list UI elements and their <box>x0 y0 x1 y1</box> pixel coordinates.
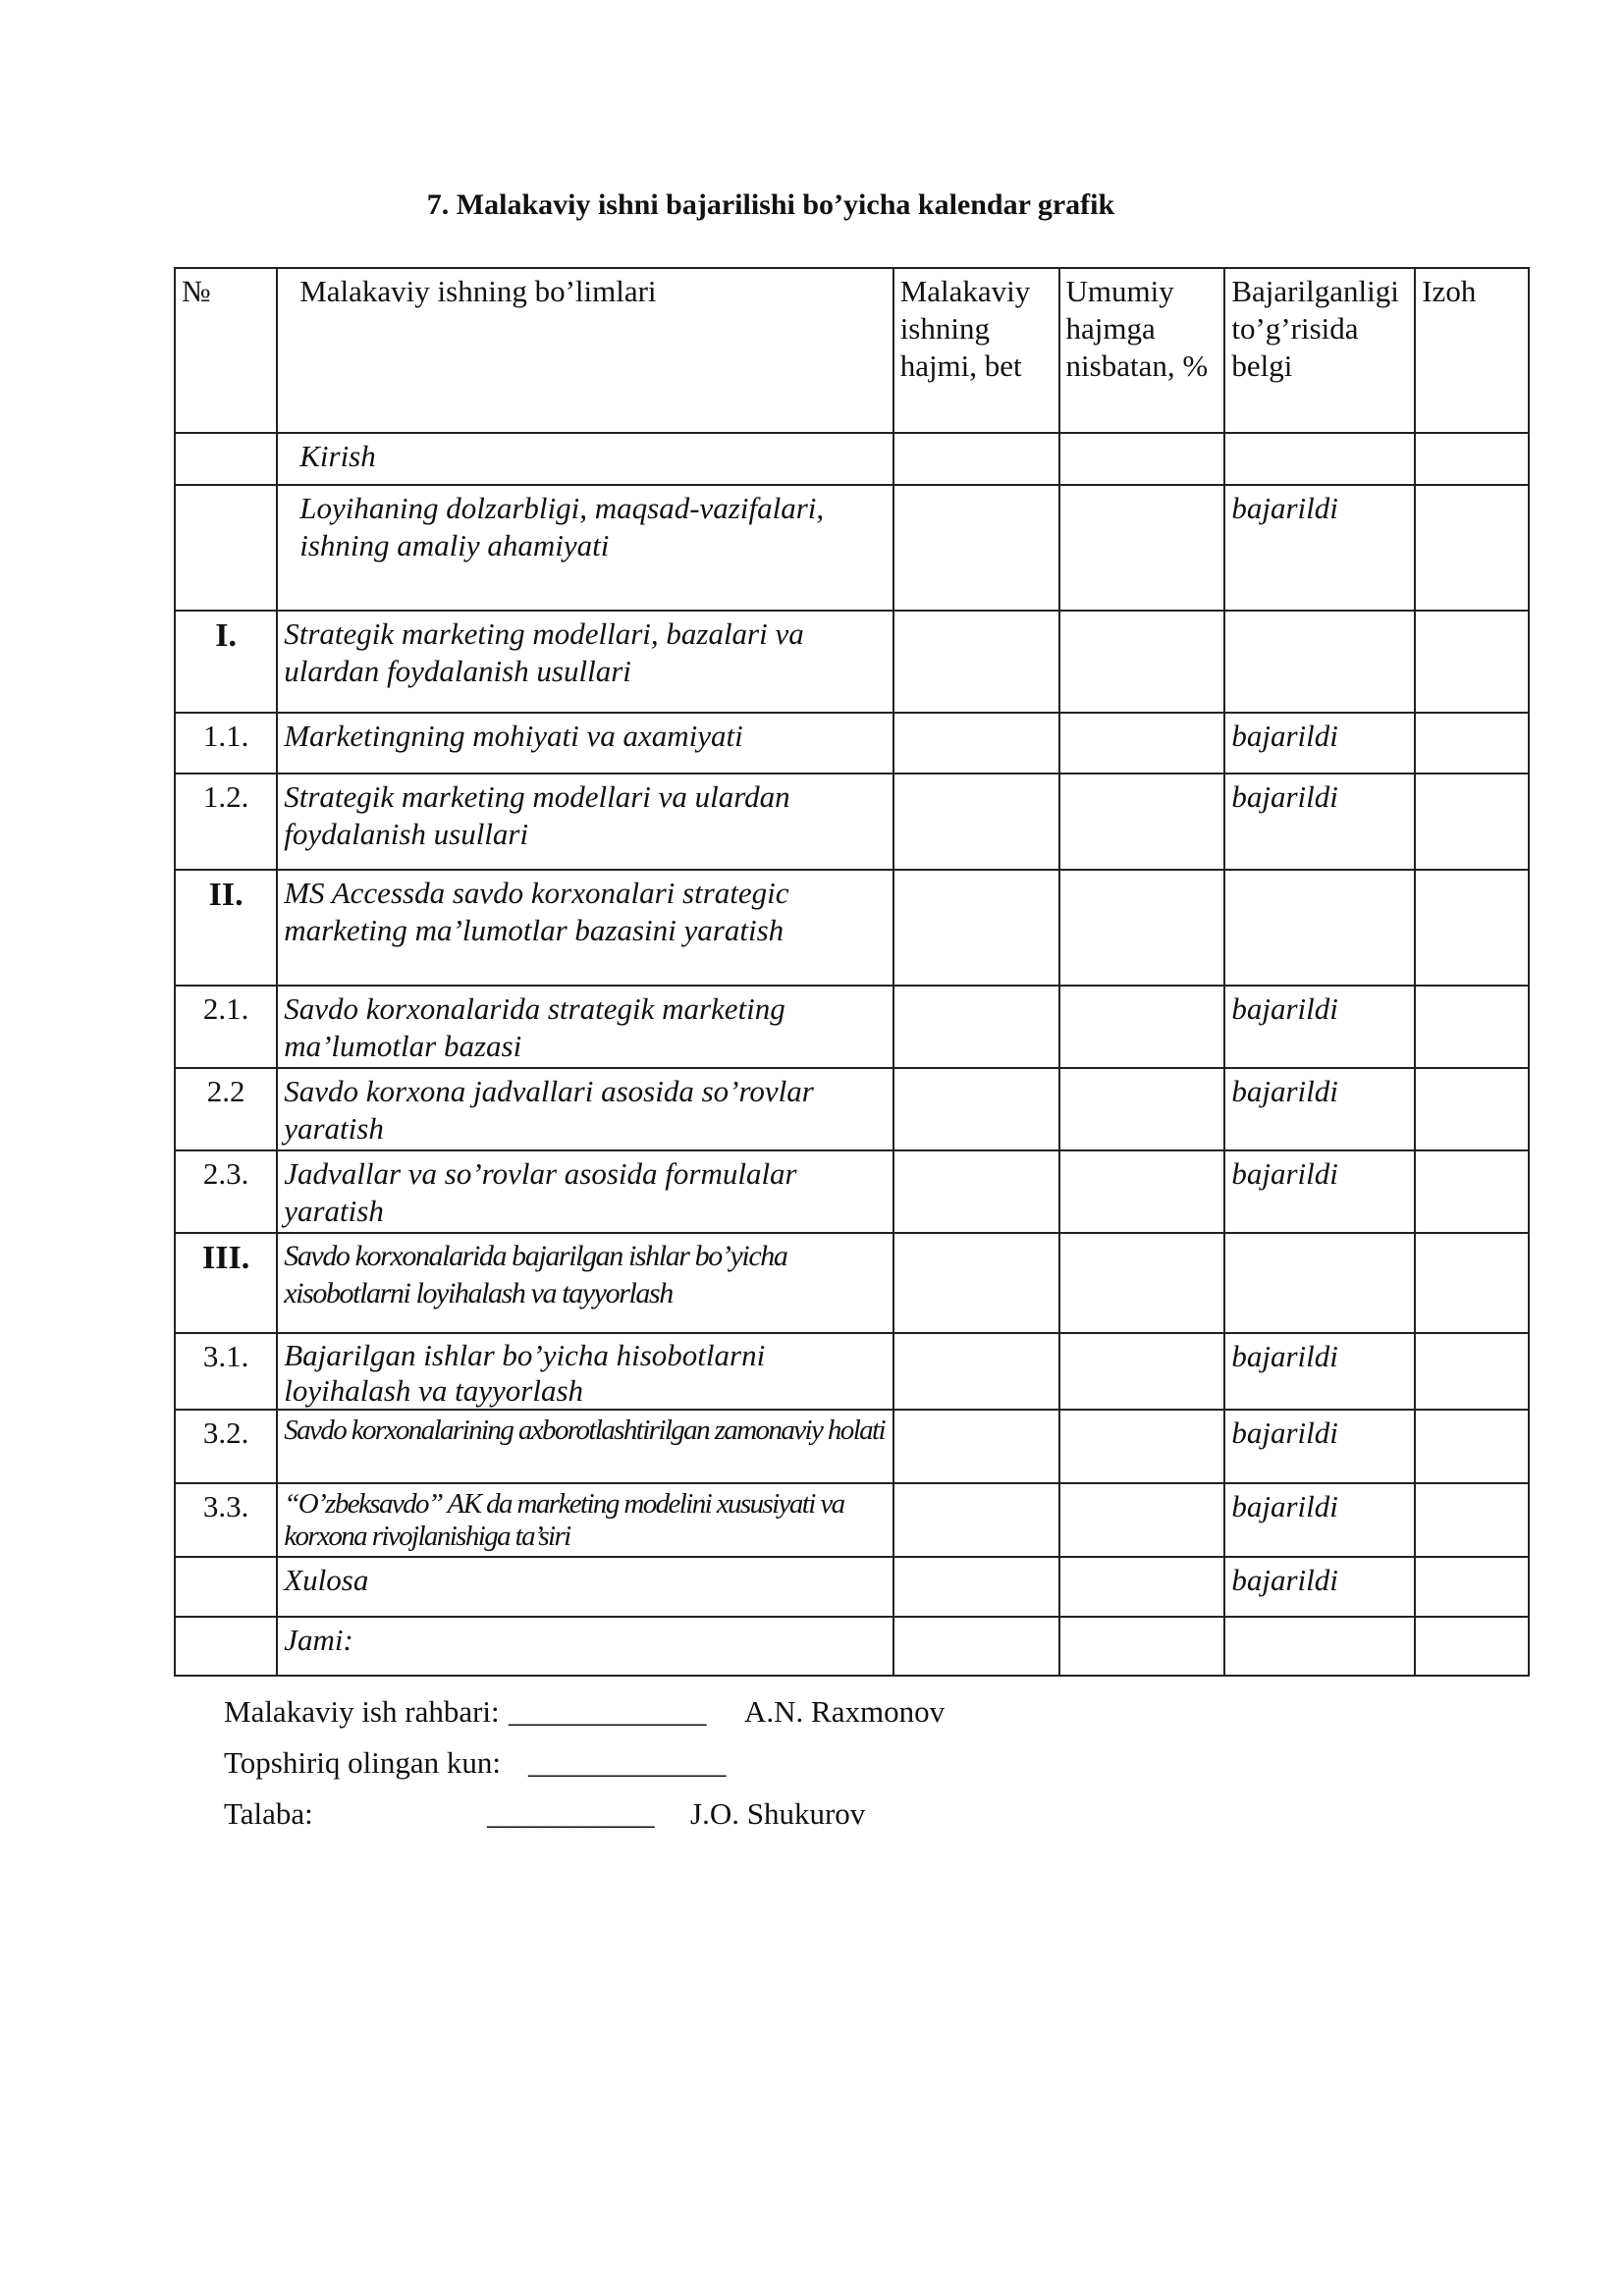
row-section: Jami: <box>277 1617 893 1676</box>
row-done-mark <box>1224 1617 1415 1676</box>
table-row <box>175 485 1529 611</box>
row-done-mark: bajarildi <box>1224 713 1415 774</box>
row-section: Kirish <box>277 433 893 485</box>
row-pages <box>893 1410 1059 1483</box>
row-pages <box>893 433 1059 485</box>
row-section: “O’zbeksavdo” AK da marketing modelini xususiyati va korxona rivojlanishiga ta’siri <box>277 1483 893 1557</box>
row-section: MS Accessda savdo korxonalari strategic marketing ma’lumotlar bazasini yaratish <box>277 870 893 986</box>
row-pages <box>893 1333 1059 1410</box>
row-done-mark <box>1224 611 1415 713</box>
table-row <box>175 1557 1529 1617</box>
row-pages <box>893 1483 1059 1557</box>
row-note <box>1415 1150 1529 1233</box>
table-row <box>175 1410 1529 1483</box>
row-pages <box>893 485 1059 611</box>
row-number: 3.3. <box>175 1483 277 1557</box>
supervisor-signature-line: _____________ <box>509 1694 707 1729</box>
row-percent <box>1059 1150 1225 1233</box>
row-note <box>1415 774 1529 870</box>
row-done-mark <box>1224 1233 1415 1333</box>
row-number <box>175 1557 277 1617</box>
signature-block <box>224 1686 1108 1840</box>
row-number: 1.2. <box>175 774 277 870</box>
row-section: Savdo korxonalarida strategik marketing ma’lumotlar bazasi <box>277 986 893 1068</box>
table-row <box>175 433 1529 485</box>
supervisor-label: Malakaviy ish rahbari: <box>224 1694 500 1729</box>
row-section: Loyihaning dolzarbligi, maqsad-vazifalari, ishning amaliy ahamiyati <box>277 485 893 611</box>
row-note <box>1415 1617 1529 1676</box>
row-number: 3.2. <box>175 1410 277 1483</box>
row-percent <box>1059 986 1225 1068</box>
row-number <box>175 1617 277 1676</box>
row-done-mark: bajarildi <box>1224 986 1415 1068</box>
row-note <box>1415 713 1529 774</box>
page-title: 7. Malakaviy ishni bajarilishi bo’yicha kalendar grafik <box>426 188 1115 221</box>
header-section: Malakaviy ishning bo’limlari <box>277 268 893 433</box>
row-note <box>1415 986 1529 1068</box>
table-row <box>175 611 1529 713</box>
row-note <box>1415 433 1529 485</box>
row-percent <box>1059 1068 1225 1150</box>
student-name: J.O. Shukurov <box>690 1796 866 1831</box>
header-pages: Malakaviy ishning hajmi, bet <box>893 268 1059 433</box>
row-pages <box>893 1617 1059 1676</box>
row-section: Bajarilgan ishlar bo’yicha hisobotlarni loyihalash va tayyorlash <box>277 1333 893 1410</box>
row-percent <box>1059 1483 1225 1557</box>
table-header-row <box>175 268 1529 433</box>
row-number: II. <box>175 870 277 986</box>
row-section: Savdo korxona jadvallari asosida so’rovlar yaratish <box>277 1068 893 1150</box>
row-percent <box>1059 1333 1225 1410</box>
row-percent <box>1059 1617 1225 1676</box>
supervisor-name: A.N. Raxmonov <box>744 1694 946 1729</box>
table-row <box>175 870 1529 986</box>
row-pages <box>893 1068 1059 1150</box>
row-note <box>1415 870 1529 986</box>
row-pages <box>893 1150 1059 1233</box>
row-number: 2.3. <box>175 1150 277 1233</box>
row-number <box>175 485 277 611</box>
row-number: I. <box>175 611 277 713</box>
row-number: 2.1. <box>175 986 277 1068</box>
row-done-mark: bajarildi <box>1224 1150 1415 1233</box>
row-number: 1.1. <box>175 713 277 774</box>
table-row <box>175 1617 1529 1676</box>
row-pages <box>893 870 1059 986</box>
row-percent <box>1059 870 1225 986</box>
row-note <box>1415 1483 1529 1557</box>
row-section: Jadvallar va so’rovlar asosida formulalar yaratish <box>277 1150 893 1233</box>
row-section: Strategik marketing modellari, bazalari va ulardan foydalanish usullari <box>277 611 893 713</box>
row-section: Savdo korxonalarining axborotlashtirilgan zamonaviy holati <box>277 1410 893 1483</box>
row-note <box>1415 1333 1529 1410</box>
table-row <box>175 1068 1529 1150</box>
row-done-mark: bajarildi <box>1224 1410 1415 1483</box>
row-number: 2.2 <box>175 1068 277 1150</box>
row-section: Xulosa <box>277 1557 893 1617</box>
row-section: Marketingning mohiyati va axamiyati <box>277 713 893 774</box>
date-label: Topshiriq olingan kun: <box>224 1745 501 1780</box>
row-pages <box>893 774 1059 870</box>
row-note <box>1415 1068 1529 1150</box>
row-note <box>1415 611 1529 713</box>
row-percent <box>1059 1557 1225 1617</box>
student-label: Talaba: <box>224 1796 313 1831</box>
row-done-mark: bajarildi <box>1224 1483 1415 1557</box>
row-done-mark: bajarildi <box>1224 1068 1415 1150</box>
row-percent <box>1059 611 1225 713</box>
row-number: III. <box>175 1233 277 1333</box>
table-row <box>175 1333 1529 1410</box>
row-note <box>1415 1557 1529 1617</box>
student-signature-line: ___________ <box>487 1796 655 1831</box>
header-note: Izoh <box>1415 268 1529 433</box>
table-row <box>175 774 1529 870</box>
table-row <box>175 1483 1529 1557</box>
row-percent <box>1059 485 1225 611</box>
row-number: 3.1. <box>175 1333 277 1410</box>
row-pages <box>893 1233 1059 1333</box>
header-percent: Umumiy hajmga nisbatan, % <box>1059 268 1225 433</box>
header-done-mark: Bajarilganligi to’g’risida belgi <box>1224 268 1415 433</box>
row-done-mark: bajarildi <box>1224 1557 1415 1617</box>
supervisor-signature-row <box>224 1686 1108 1737</box>
table-row <box>175 713 1529 774</box>
row-note <box>1415 1410 1529 1483</box>
date-row <box>224 1737 1108 1789</box>
row-percent <box>1059 1233 1225 1333</box>
row-percent <box>1059 774 1225 870</box>
row-percent <box>1059 1410 1225 1483</box>
date-signature-line: _____________ <box>528 1745 727 1780</box>
table-row <box>175 1233 1529 1333</box>
calendar-schedule-table <box>174 267 1530 1677</box>
row-percent <box>1059 713 1225 774</box>
row-done-mark <box>1224 433 1415 485</box>
row-section: Strategik marketing modellari va ulardan foydalanish usullari <box>277 774 893 870</box>
row-pages <box>893 1557 1059 1617</box>
row-note <box>1415 485 1529 611</box>
row-note <box>1415 1233 1529 1333</box>
row-number <box>175 433 277 485</box>
table-row <box>175 986 1529 1068</box>
row-percent <box>1059 433 1225 485</box>
row-done-mark: bajarildi <box>1224 774 1415 870</box>
table-row <box>175 1150 1529 1233</box>
row-done-mark: bajarildi <box>1224 1333 1415 1410</box>
row-pages <box>893 713 1059 774</box>
row-section: Savdo korxonalarida bajarilgan ishlar bo’yicha xisobotlarni loyihalash va tayyorlash <box>277 1233 893 1333</box>
row-done-mark: bajarildi <box>1224 485 1415 611</box>
student-signature-row <box>224 1789 1108 1840</box>
header-number: № <box>175 268 277 433</box>
row-done-mark <box>1224 870 1415 986</box>
row-pages <box>893 986 1059 1068</box>
row-pages <box>893 611 1059 713</box>
